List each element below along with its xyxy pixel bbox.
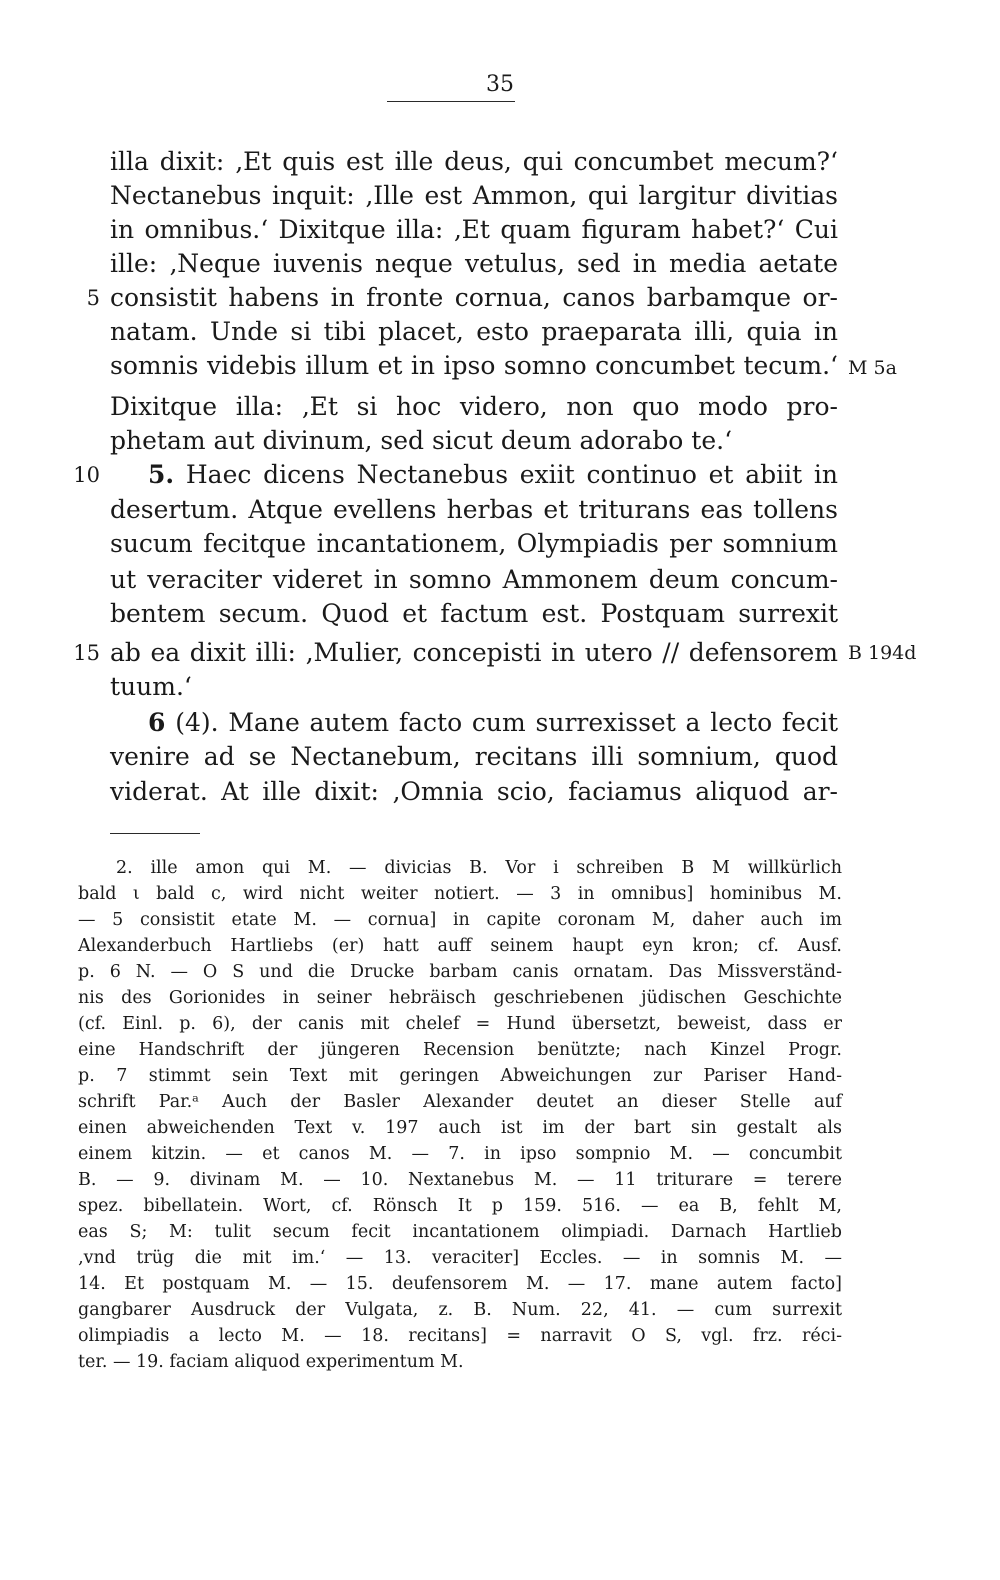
line-number-10: 10 bbox=[73, 463, 100, 487]
line-number-15: 15 bbox=[73, 641, 100, 665]
text-line-18: venire ad se Nectanebum, recitans illi somnium, quod bbox=[110, 742, 838, 771]
line-number-5: 5 bbox=[86, 286, 100, 310]
footnote-line-8: eine Handschrift der jüngeren Recension benützte; nach Kinzel Progr. bbox=[78, 1040, 842, 1060]
text-line-10 bbox=[148, 458, 838, 492]
page-number: 35 bbox=[486, 72, 514, 97]
footnote-line-11: einen abweichenden Text v. 197 auch ist im der bart sin gestalt als bbox=[78, 1118, 842, 1138]
text-line-15: ab ea dixit illi: ‚Mulier, concepisti in utero // defensorem bbox=[110, 638, 838, 667]
footnote-line-19: olimpiadis a lecto M. — 18. recitans] = narravit O S, vgl. frz. réci- bbox=[78, 1326, 842, 1346]
margin-ref-b194d: B 194d bbox=[848, 642, 917, 664]
text-line-3: in omnibus.‘ Dixitque illa: ‚Et quam figuram habet?‘ Cui bbox=[110, 215, 838, 244]
text-line-5: consistit habens in fronte cornua, canos barbamque or- bbox=[110, 283, 838, 312]
footnote-line-5: p. 6 N. — O S und die Drucke barbam canis ornatam. Das Missverständ- bbox=[78, 962, 842, 982]
footnote-line-1: 2. ille amon qui M. — divicias B. Vor i schreiben B M willkürlich bbox=[116, 858, 842, 878]
text-line-10-body: Haec dicens Nectanebus exiit continuo et abiit in bbox=[185, 460, 838, 489]
text-line-17 bbox=[148, 706, 838, 740]
footnote-line-4: Alexanderbuch Hartliebs (er) hatt auff seinem haupt eyn kron; cf. Ausf. bbox=[78, 936, 842, 956]
footnote-line-12: einem kitzin. — et canos M. — 7. in ipso sompnio M. — concumbit bbox=[78, 1144, 842, 1164]
footnote-line-10: schrift Par.ᵃ Auch der Basler Alexander deutet an dieser Stelle auf bbox=[78, 1092, 842, 1112]
text-line-14: bentem secum. Quod et factum est. Postquam surrexit bbox=[110, 599, 838, 628]
footnote-line-2: bald ι bald c, wird nicht weiter notiert. — 3 in omnibus] hominibus M. bbox=[78, 884, 842, 904]
footnote-line-15: eas S; M: tulit secum fecit incantationem olimpiadi. Darnach Hartlieb bbox=[78, 1222, 842, 1242]
text-line-6: natam. Unde si tibi placet, esto praeparata illi, quia in bbox=[110, 317, 838, 346]
text-line-17-body: Mane autem facto cum surrexisset a lecto fecit bbox=[228, 708, 838, 737]
text-line-4: ille: ‚Neque iuvenis neque vetulus, sed in media aetate bbox=[110, 249, 838, 278]
section-number-6-paren: (4). bbox=[175, 708, 219, 737]
text-line-16: tuum.‘ bbox=[110, 672, 192, 701]
footnote-line-7: (cf. Einl. p. 6), der canis mit chelef = Hund übersetzt, beweist, dass er bbox=[78, 1014, 842, 1034]
text-line-1: illa dixit: ‚Et quis est ille deus, qui concumbet mecum?‘ bbox=[110, 147, 838, 176]
text-line-19: viderat. At ille dixit: ‚Omnia scio, faciamus aliquod ar- bbox=[110, 777, 838, 806]
section-number-6: 6 bbox=[148, 708, 166, 737]
footnote-line-18: gangbarer Ausdruck der Vulgata, z. B. Num. 22, 41. — cum surrexit bbox=[78, 1300, 842, 1320]
footnote-line-3: — 5 consistit etate M. — cornua] in capite coronam M, daher auch im bbox=[78, 910, 842, 930]
margin-ref-m5a: M 5a bbox=[848, 357, 897, 379]
footnote-line-16: ‚vnd trüg die mit im.‘ — 13. veraciter] Eccles. — in somnis M. — bbox=[78, 1248, 842, 1268]
footnote-line-17: 14. Et postquam M. — 15. deufensorem M. — 17. mane autem facto] bbox=[78, 1274, 842, 1294]
text-line-2: Nectanebus inquit: ‚Ille est Ammon, qui largitur divitias bbox=[110, 181, 838, 210]
text-line-7: somnis videbis illum et in ipso somno concumbet tecum.‘ bbox=[110, 351, 838, 380]
text-line-13: ut veraciter videret in somno Ammonem deum concum- bbox=[110, 565, 838, 594]
footnote-line-13: B. — 9. divinam M. — 10. Nextanebus M. — 11 triturare = terere bbox=[78, 1170, 842, 1190]
footnote-line-14: spez. bibellatein. Wort, cf. Rönsch It p 159. 516. — ea B, fehlt M, bbox=[78, 1196, 842, 1216]
footnote-line-6: nis des Gorionides in seiner hebräisch geschriebenen jüdischen Geschichte bbox=[78, 988, 842, 1008]
footnote-rule bbox=[110, 833, 200, 834]
text-line-12: sucum fecitque incantationem, Olympiadis per somnium bbox=[110, 529, 838, 558]
text-line-9: phetam aut divinum, sed sicut deum adorabo te.‘ bbox=[110, 426, 733, 455]
section-number-5: 5. bbox=[148, 460, 175, 489]
footnote-line-9: p. 7 stimmt sein Text mit geringen Abweichungen zur Pariser Hand- bbox=[78, 1066, 842, 1086]
text-line-8: Dixitque illa: ‚Et si hoc videro, non quo modo pro- bbox=[110, 392, 838, 421]
header-rule bbox=[387, 101, 515, 102]
text-line-11: desertum. Atque evellens herbas et triturans eas tollens bbox=[110, 495, 838, 524]
footnote-line-20: ter. — 19. faciam aliquod experimentum M. bbox=[78, 1352, 464, 1372]
